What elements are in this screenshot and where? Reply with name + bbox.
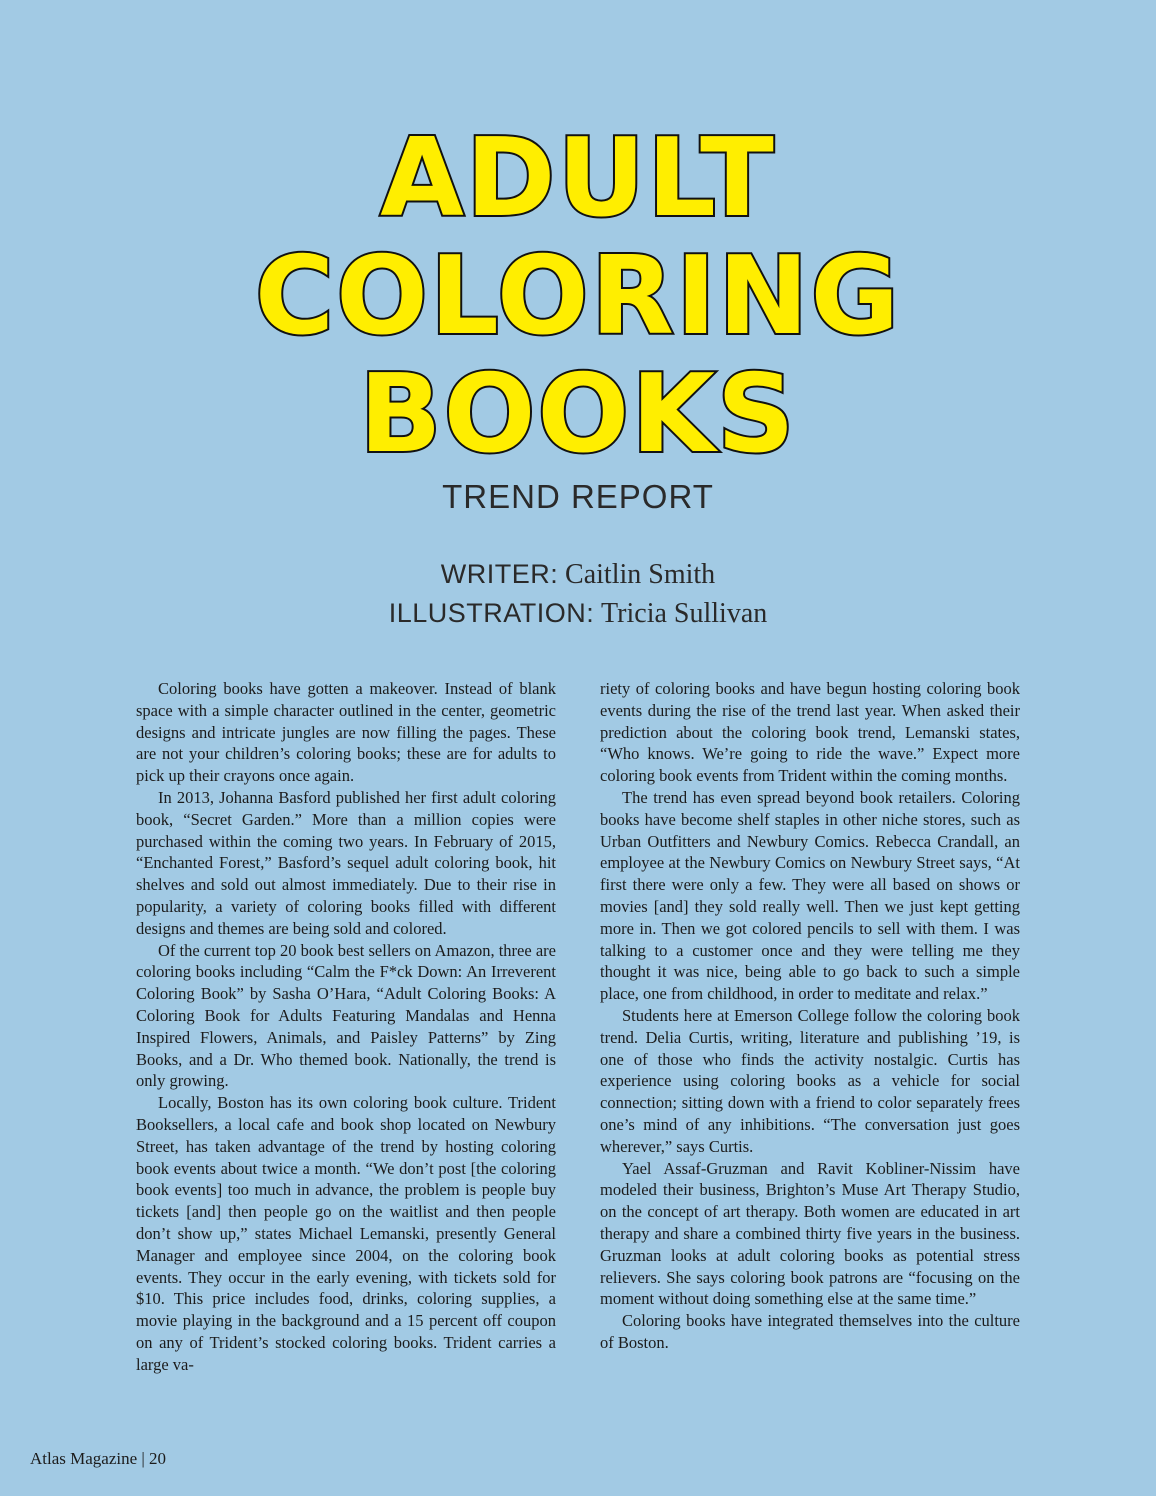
- article-column-left: [136, 678, 556, 1376]
- credits: [0, 555, 1156, 633]
- article-column-right: [600, 678, 1020, 1354]
- section-subtitle: TREND REPORT: [442, 478, 714, 515]
- page-footer: Atlas Magazine | 20: [30, 1449, 167, 1468]
- writer-name: Caitlin Smith: [565, 559, 716, 590]
- illustration-label: ILLUSTRATION:: [388, 598, 595, 628]
- paragraph: Yael Assaf-Gruzman and Ravit Kobliner-Nissim have modeled their business, Brighton’s Muse Art Therapy Studio, on the concept of art therapy. Both women are educated in art therapy and share a combined thirty five years in the business. Gruzman looks at adult coloring books as potential stress relievers. She says coloring book patrons are “focusing on the moment without doing something else at the same time.”: [600, 1158, 1020, 1309]
- paragraph: Students here at Emerson College follow the coloring book trend. Delia Curtis, writing, literature and publishing ’19, is one of those who finds the activity nostalgic. Curtis has experience using coloring books as a vehicle for social connection; sitting down with a friend to color separately frees one’s mind of any inhibitions. “The conversation just goes wherever,” says Curtis.: [600, 1005, 1020, 1156]
- paragraph: Locally, Boston has its own coloring book culture. Trident Booksellers, a local cafe and book shop located on Newbury Street, has taken advantage of the trend by hosting coloring book events about twice a month. “We don’t post [the coloring book events] too much in advance, the problem is people buy tickets [and] then people go on the waitlist and then people don’t show up,” states Michael Lemanski, presently General Manager and employee since 2004, on the coloring book events. They occur in the early evening, with tickets sold for $10. This price includes food, drinks, coloring supplies, a movie playing in the background and a 15 percent off coupon on any of Trident’s stocked coloring books. Trident carries a large va-: [136, 1093, 556, 1374]
- paragraph: The trend has even spread beyond book retailers. Coloring books have become shelf staples in other niche stores, such as Urban Outfitters and Newbury Comics. Rebecca Crandall, an employee at the Newbury Comics on Newbury Street says, “At first there were only a few. They were all based on shows or movies [and] they sold really well. Then we just kept getting more in. Then we got colored pencils to sell with them. I was talking to a customer once and they were telling me they thought it was nice, being able to go back to such a simple place, one from childhood, in order to meditate and relax.”: [600, 787, 1020, 1004]
- title-line-3: BOOKS: [359, 352, 797, 477]
- paragraph: Of the current top 20 book best sellers on Amazon, three are coloring books including “Calm the F*ck Down: An Irreverent Coloring Book” by Sasha O’Hara, “Adult Coloring Books: A Coloring Book for Adults Featuring Mandalas and Henna Inspired Flowers, Animals, and Paisley Patterns” by Zing Books, and a Dr. Who themed book. Nationally, the trend is only growing.: [136, 940, 556, 1091]
- title-line-2: COLORING: [254, 234, 902, 359]
- paragraph: Coloring books have gotten a makeover. Instead of blank space with a simple character outlined in the center, geometric designs and intricate jungles are now filling the pages. These are not your children’s coloring books; these are for adults to pick up their crayons once again.: [136, 679, 556, 786]
- illustration-credit: [0, 594, 1156, 633]
- title-line-1: ADULT: [380, 116, 776, 241]
- illustration-name: Tricia Sullivan: [601, 598, 768, 629]
- writer-credit: [0, 555, 1156, 594]
- paragraph: Coloring books have integrated themselves into the culture of Boston.: [600, 1311, 1020, 1352]
- paragraph: In 2013, Johanna Basford published her first adult coloring book, “Secret Garden.” More than a million copies were purchased within the coming two years. In February of 2015, “Enchanted Forest,” Basford’s sequel adult coloring book, hit shelves and sold out almost immediately. Due to their rise in popularity, a variety of coloring books filled with different designs and themes are being sold and colored.: [136, 787, 556, 938]
- paragraph-continuation: riety of coloring books and have begun hosting coloring book events during the rise of the trend last year. When asked their prediction about the coloring book trend, Lemanski states, “Who knows. We’re going to ride the wave.” Expect more coloring book events from Trident within the coming months.: [600, 679, 1020, 786]
- writer-label: WRITER:: [440, 559, 559, 589]
- page-title: [0, 116, 1156, 477]
